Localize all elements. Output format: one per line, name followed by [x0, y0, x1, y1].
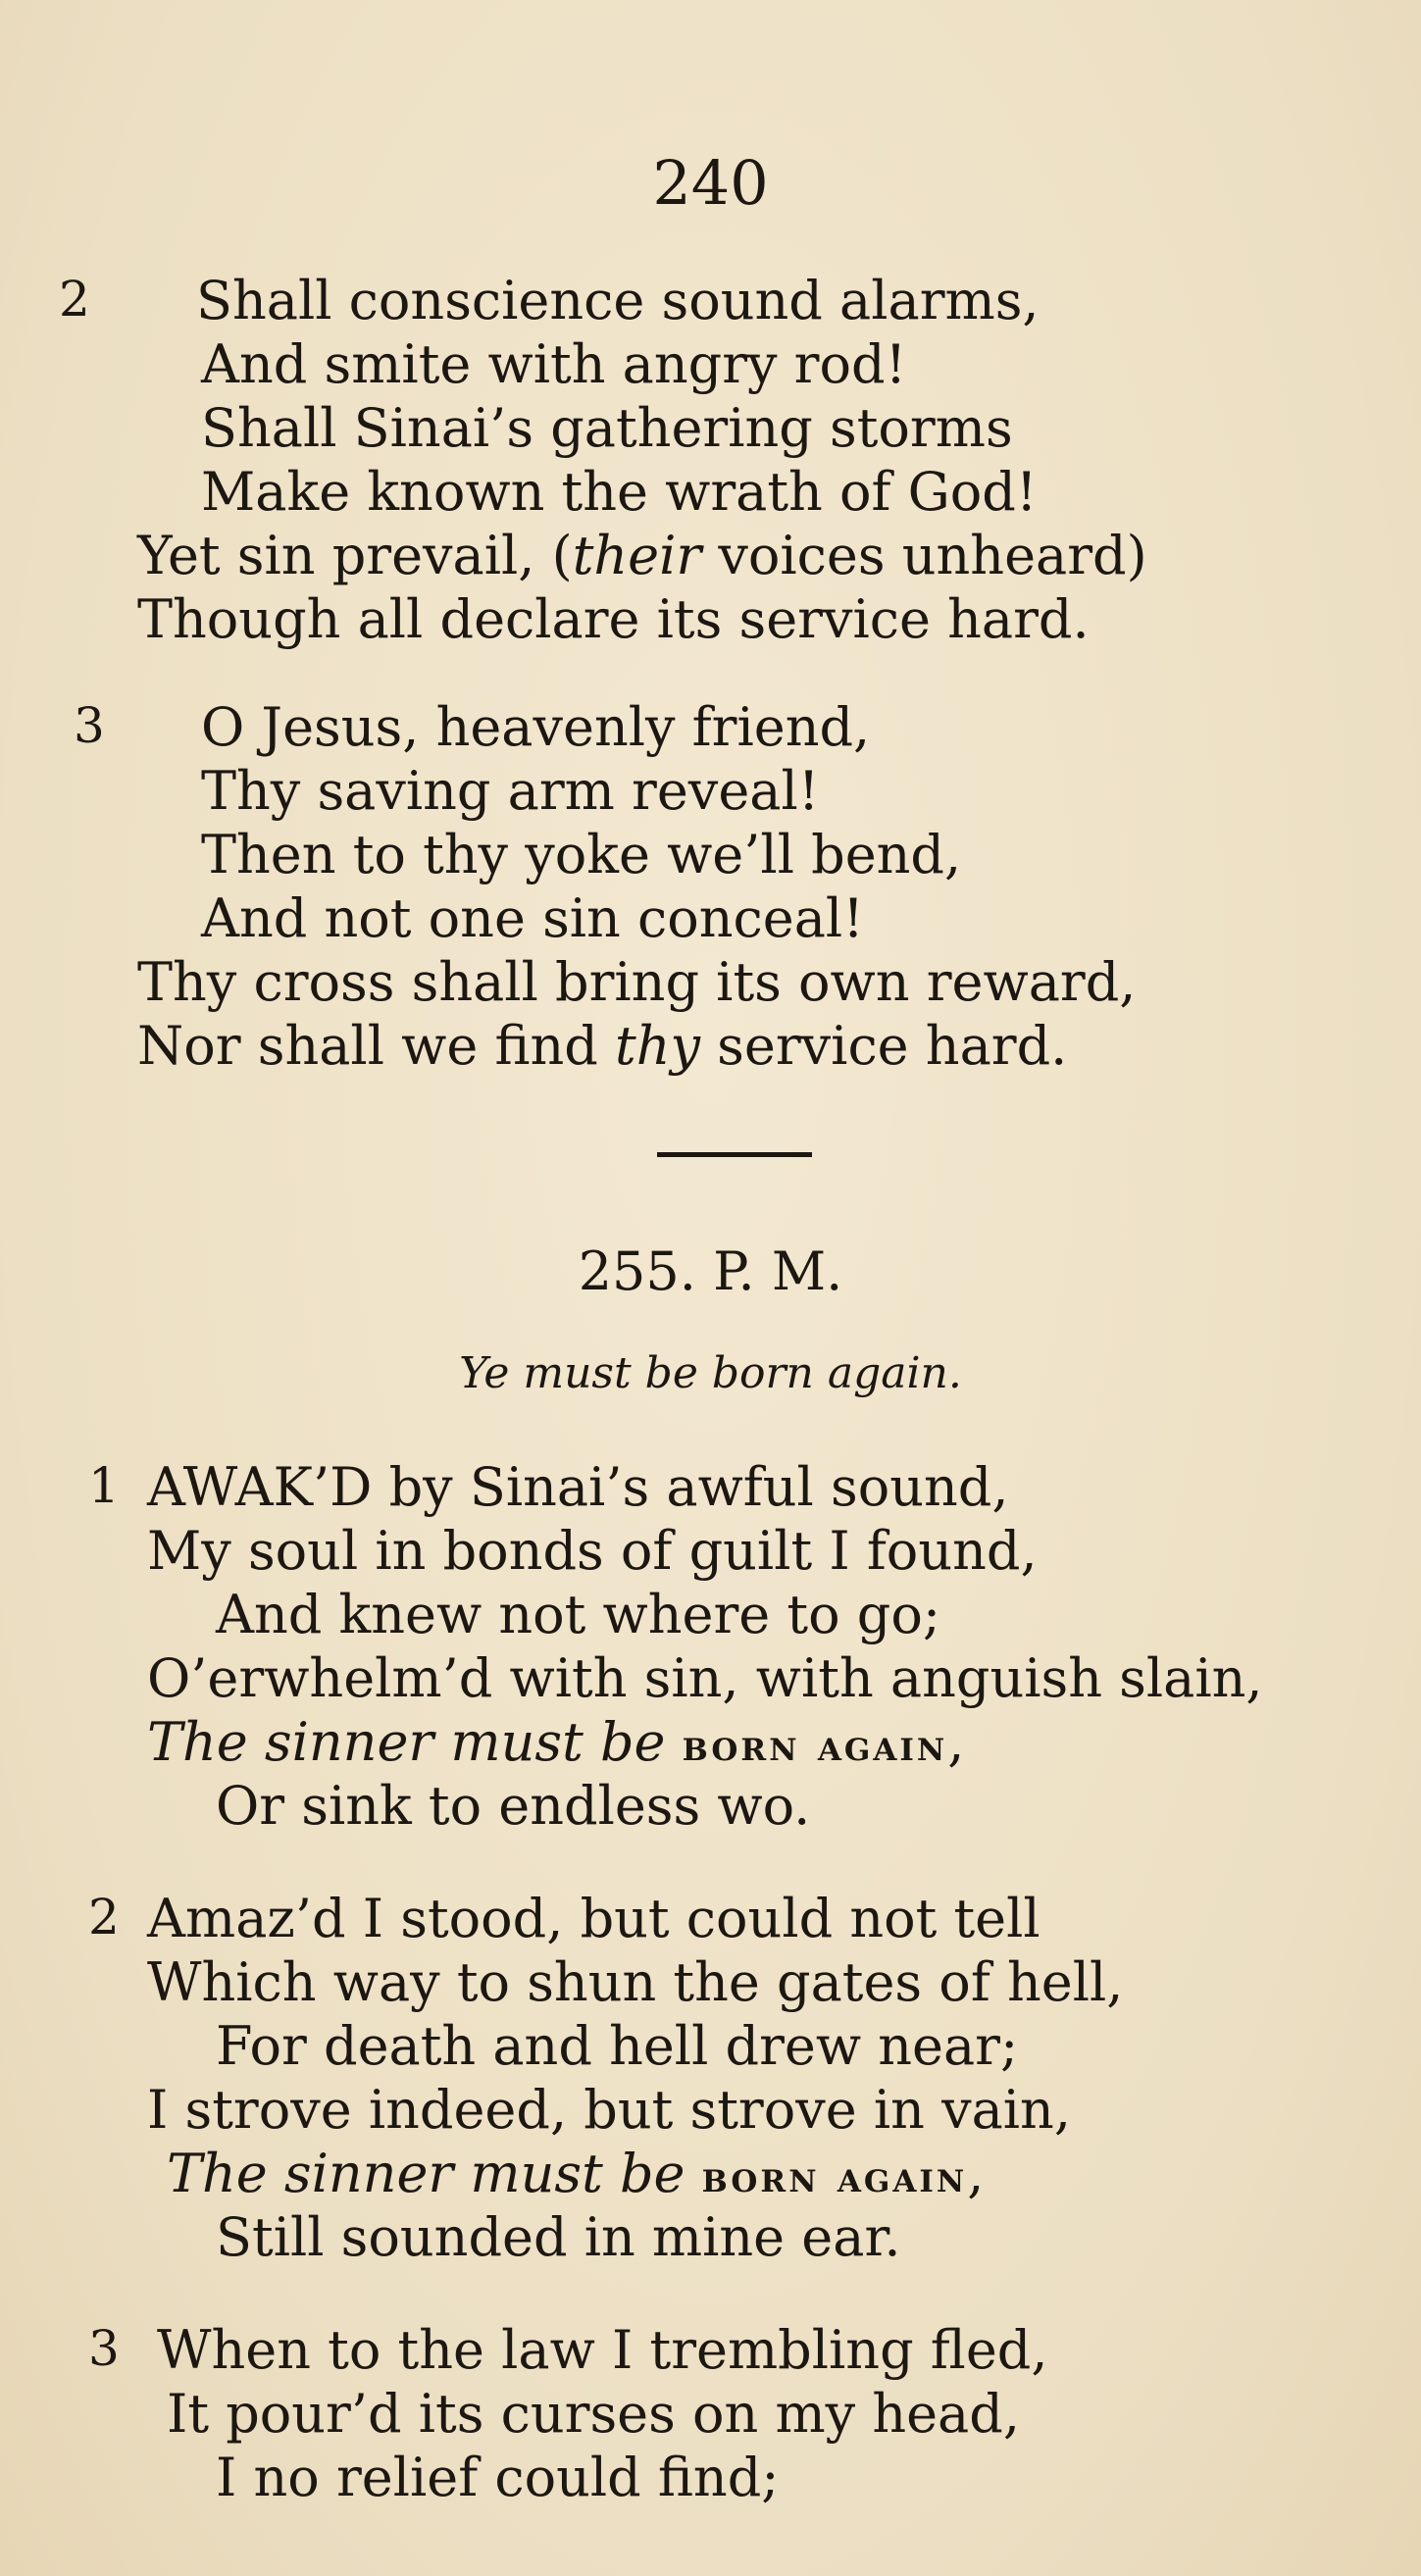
verse-line: Amaz’d I stood, but could not tell: [147, 1888, 1040, 1949]
verse-line: The sinner must be born again,: [167, 2143, 985, 2204]
verse-line: I no relief could find;: [216, 2447, 780, 2508]
verse-line: Thy cross shall bring its own reward,: [137, 951, 1137, 1013]
section-divider: [657, 1152, 812, 1157]
verse-line: O Jesus, heavenly friend,: [201, 696, 871, 758]
verse-line: O’erwhelm’d with sin, with anguish slain,: [147, 1647, 1263, 1709]
verse-line: When to the law I trembling fled,: [157, 2319, 1048, 2381]
stanza-number: 3: [74, 697, 105, 754]
verse-line: It pour’d its curses on my head,: [167, 2383, 1020, 2445]
verse-line: And knew not where to go;: [216, 1584, 941, 1645]
verse-line: And smite with angry rod!: [201, 333, 907, 395]
stanza-number: 2: [59, 271, 90, 328]
verse-line: Though all declare its service hard.: [137, 588, 1090, 650]
verse-line: And not one sin conceal!: [201, 887, 864, 949]
verse-line: Then to thy yoke we’ll bend,: [201, 824, 962, 885]
stanza-number: 3: [88, 2320, 120, 2377]
verse-line: AWAK’D by Sinai’s awful sound,: [147, 1456, 1009, 1518]
page-number: 240: [652, 147, 769, 219]
verse-line: Nor shall we find thy service hard.: [137, 1015, 1068, 1077]
verse-line: Make known the wrath of God!: [201, 461, 1038, 523]
stanza-number: 2: [88, 1889, 120, 1945]
verse-line: Shall conscience sound alarms,: [196, 270, 1040, 331]
verse-line: The sinner must be born again,: [147, 1711, 965, 1773]
verse-line: Shall Sinai’s gathering storms: [201, 397, 1013, 459]
verse-line: Thy saving arm reveal!: [201, 760, 820, 822]
verse-line: Or sink to endless wo.: [216, 1775, 811, 1837]
verse-line: Yet sin prevail, (their voices unheard): [137, 525, 1147, 586]
verse-line: For death and hell drew near;: [216, 2015, 1019, 2077]
verse-line: Still sounded in mine ear.: [216, 2206, 901, 2268]
verse-line: I strove indeed, but strove in vain,: [147, 2079, 1071, 2141]
hymn-heading: 255. P. M.: [578, 1240, 843, 1302]
verse-line: My soul in bonds of guilt I found,: [147, 1520, 1038, 1582]
verse-line: Which way to shun the gates of hell,: [147, 1951, 1124, 2013]
hymn-subtitle: Ye must be born again.: [459, 1348, 962, 1398]
stanza-number: 1: [88, 1457, 120, 1514]
